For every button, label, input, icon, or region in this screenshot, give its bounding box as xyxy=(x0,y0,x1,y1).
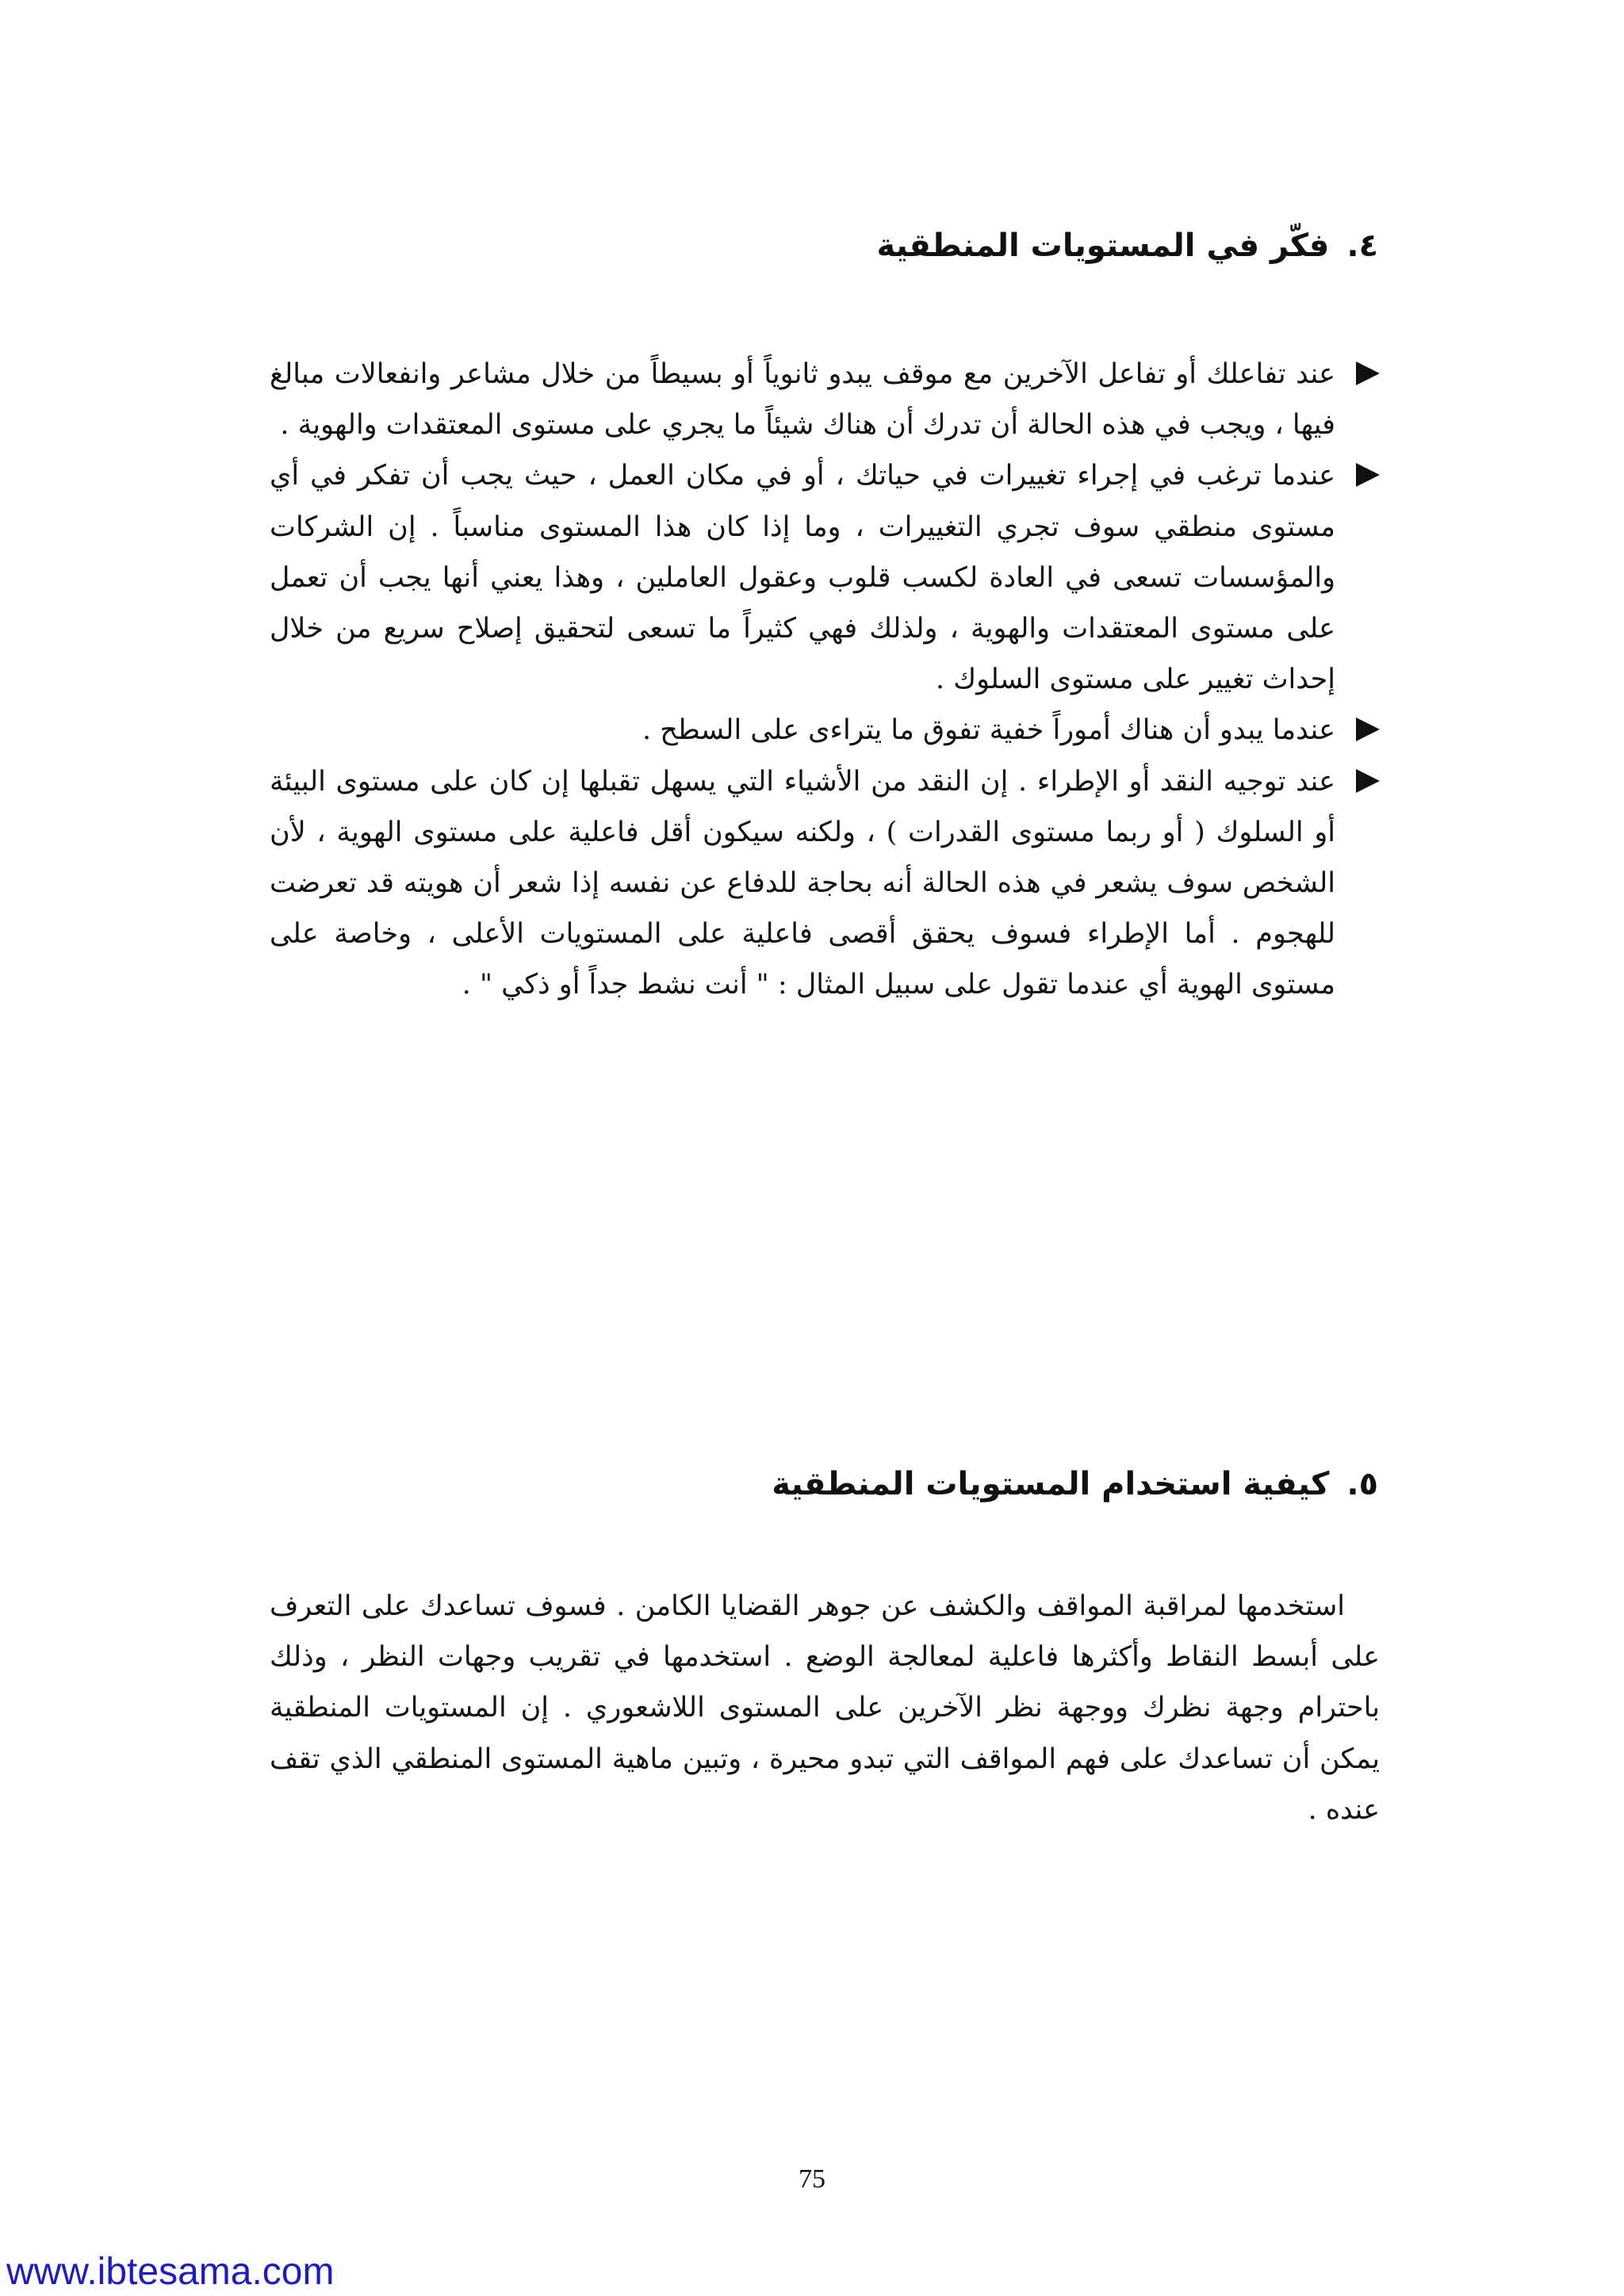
bullet-text: عند تفاعلك أو تفاعل الآخرين مع موقف يبدو ثانوياً أو بسيطاً من خلال مشاعر وانفعالات مبالغ فيها ، ويجب في هذه الحالة أن تدرك أن هناك شيئاً ما يجري على مستوى المعتقدات والهوية . xyxy=(270,358,1335,442)
bullet-item xyxy=(270,450,1380,705)
section-5-heading xyxy=(772,1460,1378,1508)
bullet-item xyxy=(270,349,1380,450)
bullet-item xyxy=(270,705,1380,756)
triangle-bullet-icon xyxy=(1356,769,1380,793)
section-4-heading xyxy=(876,222,1378,270)
section-4-title: فكّر في المستويات المنطقية xyxy=(876,228,1330,264)
triangle-bullet-icon xyxy=(1356,718,1380,741)
section-5-title: كيفية استخدام المستويات المنطقية xyxy=(772,1466,1330,1502)
section-5-paragraph: استخدمها لمراقبة المواقف والكشف عن جوهر القضايا الكامن . فسوف تساعدك على التعرف على أبسط النقاط وأكثرها فاعلية لمعالجة الوضع . استخدمها في تقريب وجهات النظر ، وذلك باحترام وجهة نظرك ووجهة نظر الآخرين على المستوى اللاشعوري . إن المستويات المنطقية يمكن أن تساعدك على فهم المواقف التي تبدو محيرة ، وتبين ماهية المستوى المنطقي الذي تقف عنده . xyxy=(270,1590,1380,1826)
bullet-text: عندما يبدو أن هناك أموراً خفية تفوق ما يتراءى على السطح . xyxy=(642,714,1335,747)
section-4-bullet-list xyxy=(270,349,1380,1011)
section-5-number: ٥. xyxy=(1346,1466,1378,1502)
website-watermark: www.ibtesama.com xyxy=(6,2251,335,2293)
triangle-bullet-icon xyxy=(1356,362,1380,385)
bullet-text: عندما ترغب في إجراء تغييرات في حياتك ، أو في مكان العمل ، حيث يجب أن تفكر في أي مستوى منطقي سوف تجري التغييرات ، وما إذا كان هذا المستوى مناسباً . إن الشركات والمؤسسات تسعى في العادة لكسب قلوب وعقول العاملين ، وهذا يعني أنها يجب أن تعمل على مستوى المعتقدات والهوية ، ولذلك فهي كثيراً ما تسعى لتحقيق إصلاح سريع من خلال إحداث تغيير على مستوى السلوك . xyxy=(270,460,1335,696)
section-4-number: ٤. xyxy=(1346,228,1378,264)
page-number: 75 xyxy=(799,2164,825,2194)
triangle-bullet-icon xyxy=(1356,463,1380,487)
bullet-text: عند توجيه النقد أو الإطراء . إن النقد من الأشياء التي يسهل تقبلها إن كان على مستوى البيئة أو السلوك ( أو ربما مستوى القدرات ) ، ولكنه سيكون أقل فاعلية على مستوى الهوية ، لأن الشخص سوف يشعر في هذه الحالة أنه بحاجة للدفاع عن نفسه إذا شعر أن هويته قد تعرضت للهجوم . أما الإطراء فسوف يحقق أقصى فاعلية على المستويات الأعلى ، وخاصة على مستوى الهوية أي عندما تقول على سبيل المثال : " أنت نشط جداً أو ذكي " . xyxy=(270,765,1335,1001)
bullet-item xyxy=(270,756,1380,1011)
